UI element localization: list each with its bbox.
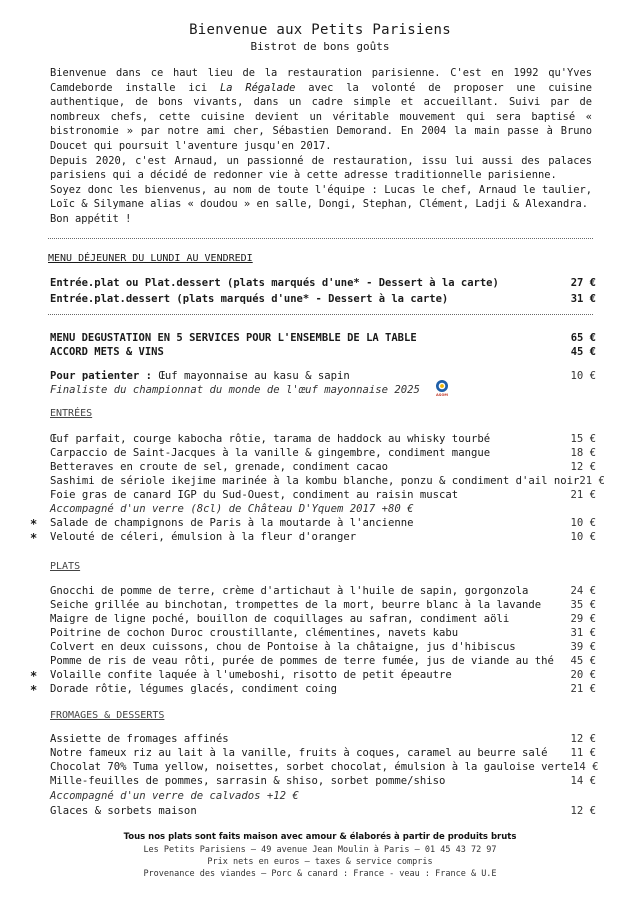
patienter-row xyxy=(50,370,596,382)
menu-item-price: 14 € xyxy=(573,761,599,773)
menu-item-price: 21 € xyxy=(579,475,605,487)
lunch-row xyxy=(50,277,596,289)
menu-item xyxy=(50,761,599,773)
menu-item-price: 10 € xyxy=(570,517,596,529)
menu-item-price: 31 € xyxy=(570,627,596,639)
patienter-line xyxy=(50,370,350,382)
menu-item-price: 14 € xyxy=(570,775,596,787)
menu-item xyxy=(50,627,596,639)
menu-item-price: 12 € xyxy=(570,461,596,473)
footer-address: Les Petits Parisiens – 49 avenue Jean Moulin à Paris – 01 45 43 72 97 xyxy=(143,845,497,855)
menu-item xyxy=(50,747,596,759)
menu-item-label: Pomme de ris de veau rôti, purée de pommes de terre fumée, jus de viande au thé xyxy=(50,655,554,667)
intro-paragraph-4: Bon appétit ! xyxy=(50,212,132,225)
tasting-row-price: 45 € xyxy=(570,346,596,358)
footer-meat-origin: Provenance des viandes – Porc & canard : France - veau : France & U.E xyxy=(143,869,497,879)
menu-item-price: 18 € xyxy=(570,447,596,459)
menu-item-price: 21 € xyxy=(570,489,596,501)
menu-item-label: Œuf parfait, courge kabocha rôtie, tarama de haddock au whisky tourbé xyxy=(50,433,491,445)
tasting-row xyxy=(50,332,596,344)
menu-item-label: Gnocchi de pomme de terre, crème d'artichaut à l'huile de sapin, gorgonzola xyxy=(50,585,529,597)
patienter-price: 10 € xyxy=(570,370,596,382)
menu-item xyxy=(50,733,596,745)
patienter-text: Œuf mayonnaise au kasu & sapin xyxy=(158,370,350,382)
lunch-row xyxy=(50,293,596,305)
menu-item xyxy=(50,641,596,653)
footer-homemade-statement: Tous nos plats sont faits maison avec amour & élaborés à partir de produits bruts xyxy=(123,832,517,842)
menu-item-price: 20 € xyxy=(570,669,596,681)
menu-item-label: Velouté de céleri, émulsion à la fleur d'oranger xyxy=(50,531,357,543)
menu-item-label: Dorade rôtie, légumes glacés, condiment coing xyxy=(50,683,338,695)
tasting-row xyxy=(50,346,596,358)
menu-item-price: 24 € xyxy=(570,585,596,597)
menu-item xyxy=(50,669,596,681)
patienter-label: Pour patienter : xyxy=(50,370,153,382)
menu-item-price: 12 € xyxy=(570,733,596,745)
intro-paragraph-3: Soyez donc les bienvenus, au nom de toute l'équipe : Lucas le chef, Arnaud le taulier, Loïc & Silymane alias « doudou » en salle, Dongi, Stephan, Clément, Ladji & Alexandra. xyxy=(50,183,592,211)
section-title-desserts: FROMAGES & DESSERTS xyxy=(50,710,165,721)
lunch-row-label: Entrée.plat.dessert (plats marqués d'une* - Dessert à la carte) xyxy=(50,293,449,305)
restaurant-name-emphasis: La Régalade xyxy=(220,81,296,94)
menu-item-label: Volaille confite laquée à l'umeboshi, risotto de petit épeautre xyxy=(50,669,452,681)
menu-item-price: 39 € xyxy=(570,641,596,653)
menu-item xyxy=(50,613,596,625)
menu-item xyxy=(50,683,596,695)
menu-item-label: Carpaccio de Saint-Jacques à la vanille & gingembre, condiment mangue xyxy=(50,447,491,459)
wine-pairing-note: Accompagné d'un verre (8cl) de Château D'Yquem 2017 +80 € xyxy=(50,503,414,515)
championship-badge-icon xyxy=(433,379,451,397)
lunch-row-price: 27 € xyxy=(570,277,596,289)
menu-item-label: Maigre de ligne poché, bouillon de coquillages au safran, condiment aöli xyxy=(50,613,510,625)
lunch-star-marker-icon: * xyxy=(30,531,38,545)
menu-item-label: Glaces & sorbets maison xyxy=(50,805,197,817)
menu-item-label: Assiette de fromages affinés xyxy=(50,733,229,745)
lunch-row-price: 31 € xyxy=(570,293,596,305)
lunch-menu-heading: MENU DÉJEUNER DU LUNDI AU VENDREDI xyxy=(48,253,253,264)
calvados-pairing-note: Accompagné d'un verre de calvados +12 € xyxy=(50,790,299,802)
menu-item-price: 12 € xyxy=(570,805,596,817)
footer-prices-note: Prix nets en euros – taxes & service compris xyxy=(207,857,433,867)
menu-item-price: 15 € xyxy=(570,433,596,445)
menu-item xyxy=(50,599,596,611)
menu-item-price: 35 € xyxy=(570,599,596,611)
menu-item xyxy=(50,655,596,667)
menu-item-label: Seiche grillée au binchotan, trompettes de la mort, beurre blanc à la lavande xyxy=(50,599,542,611)
menu-item-price: 29 € xyxy=(570,613,596,625)
intro-p1-part-b: avec la volonté de proposer une cuisine authentique, de bons vivants, dans un cadre simple et accueillant. Suivi par de nombreux chefs, cette cuisine devient un véritable mouvement qui sera baptisé « bistronomie » par notre ami cher, Sébastien Demorand. En 2004 la main passe à Bruno Doucet qui poursuit l'aventure jusqu'en 2017. xyxy=(50,81,592,152)
menu-item-label: Sashimi de sériole ikejime marinée à la kombu blanche, ponzu & condiment d'ail noir xyxy=(50,475,580,487)
intro-p1-part-a: Bienvenue dans ce haut lieu de la restauration parisienne. C'est en 1992 qu'Yves Camdeborde installe ici xyxy=(50,67,592,94)
page-subtitle: Bistrot de bons goûts xyxy=(250,40,390,53)
section-title-plats: PLATS xyxy=(50,561,81,572)
tasting-row-label: MENU DEGUSTATION EN 5 SERVICES POUR L'ENSEMBLE DE LA TABLE xyxy=(50,332,417,344)
menu-item xyxy=(50,531,596,543)
page-title: Bienvenue aux Petits Parisiens xyxy=(189,22,451,38)
lunch-star-marker-icon: * xyxy=(30,683,38,697)
menu-item-label: Salade de champignons de Paris à la moutarde à l'ancienne xyxy=(50,517,414,529)
menu-item-label: Colvert en deux cuissons, chou de Pontoise à la châtaigne, jus d'hibiscus xyxy=(50,641,516,653)
menu-item-label: Foie gras de canard IGP du Sud-Ouest, condiment au raisin muscat xyxy=(50,489,459,501)
menu-item xyxy=(50,805,596,817)
menu-item xyxy=(50,475,605,487)
menu-item-label: Chocolat 70% Tuma yellow, noisettes, sorbet chocolat, émulsion à la gauloise verte xyxy=(50,761,573,773)
menu-item-price: 10 € xyxy=(570,531,596,543)
badge-label: ASOM xyxy=(435,393,449,397)
menu-item xyxy=(50,517,596,529)
menu-item xyxy=(50,461,596,473)
intro-text xyxy=(50,66,592,227)
menu-item-label: Notre fameux riz au lait à la vanille, fruits à coques, caramel au beurre salé xyxy=(50,747,548,759)
menu-item-price: 21 € xyxy=(570,683,596,695)
menu-item-label: Mille-feuilles de pommes, sarrasin & shiso, sorbet pomme/shiso xyxy=(50,775,446,787)
menu-item xyxy=(50,489,596,501)
lunch-row-label: Entrée.plat ou Plat.dessert (plats marqués d'une* - Dessert à la carte) xyxy=(50,277,499,289)
dotted-divider xyxy=(48,238,593,239)
menu-item-label: Betteraves en croute de sel, grenade, condiment cacao xyxy=(50,461,389,473)
intro-paragraph-1 xyxy=(50,66,592,154)
menu-item xyxy=(50,585,596,597)
dotted-divider xyxy=(48,314,593,315)
menu-item-label: Poitrine de cochon Duroc croustillante, clémentines, navets kabu xyxy=(50,627,459,639)
tasting-row-price: 65 € xyxy=(570,332,596,344)
lunch-star-marker-icon: * xyxy=(30,517,38,531)
menu-item xyxy=(50,775,596,787)
menu-item-price: 45 € xyxy=(570,655,596,667)
section-title-entrees: ENTRÉES xyxy=(50,408,93,419)
menu-item xyxy=(50,433,596,445)
lunch-star-marker-icon: * xyxy=(30,669,38,683)
patienter-note: Finaliste du championnat du monde de l'œuf mayonnaise 2025 xyxy=(50,384,420,396)
menu-item xyxy=(50,447,596,459)
tasting-row-label: ACCORD METS & VINS xyxy=(50,346,164,358)
intro-paragraph-2: Depuis 2020, c'est Arnaud, un passionné de restauration, issu lui aussi des palaces parisiens qui a décidé de redonner vie à cette adresse traditionnelle parisienne. xyxy=(50,154,592,182)
menu-item-price: 11 € xyxy=(570,747,596,759)
